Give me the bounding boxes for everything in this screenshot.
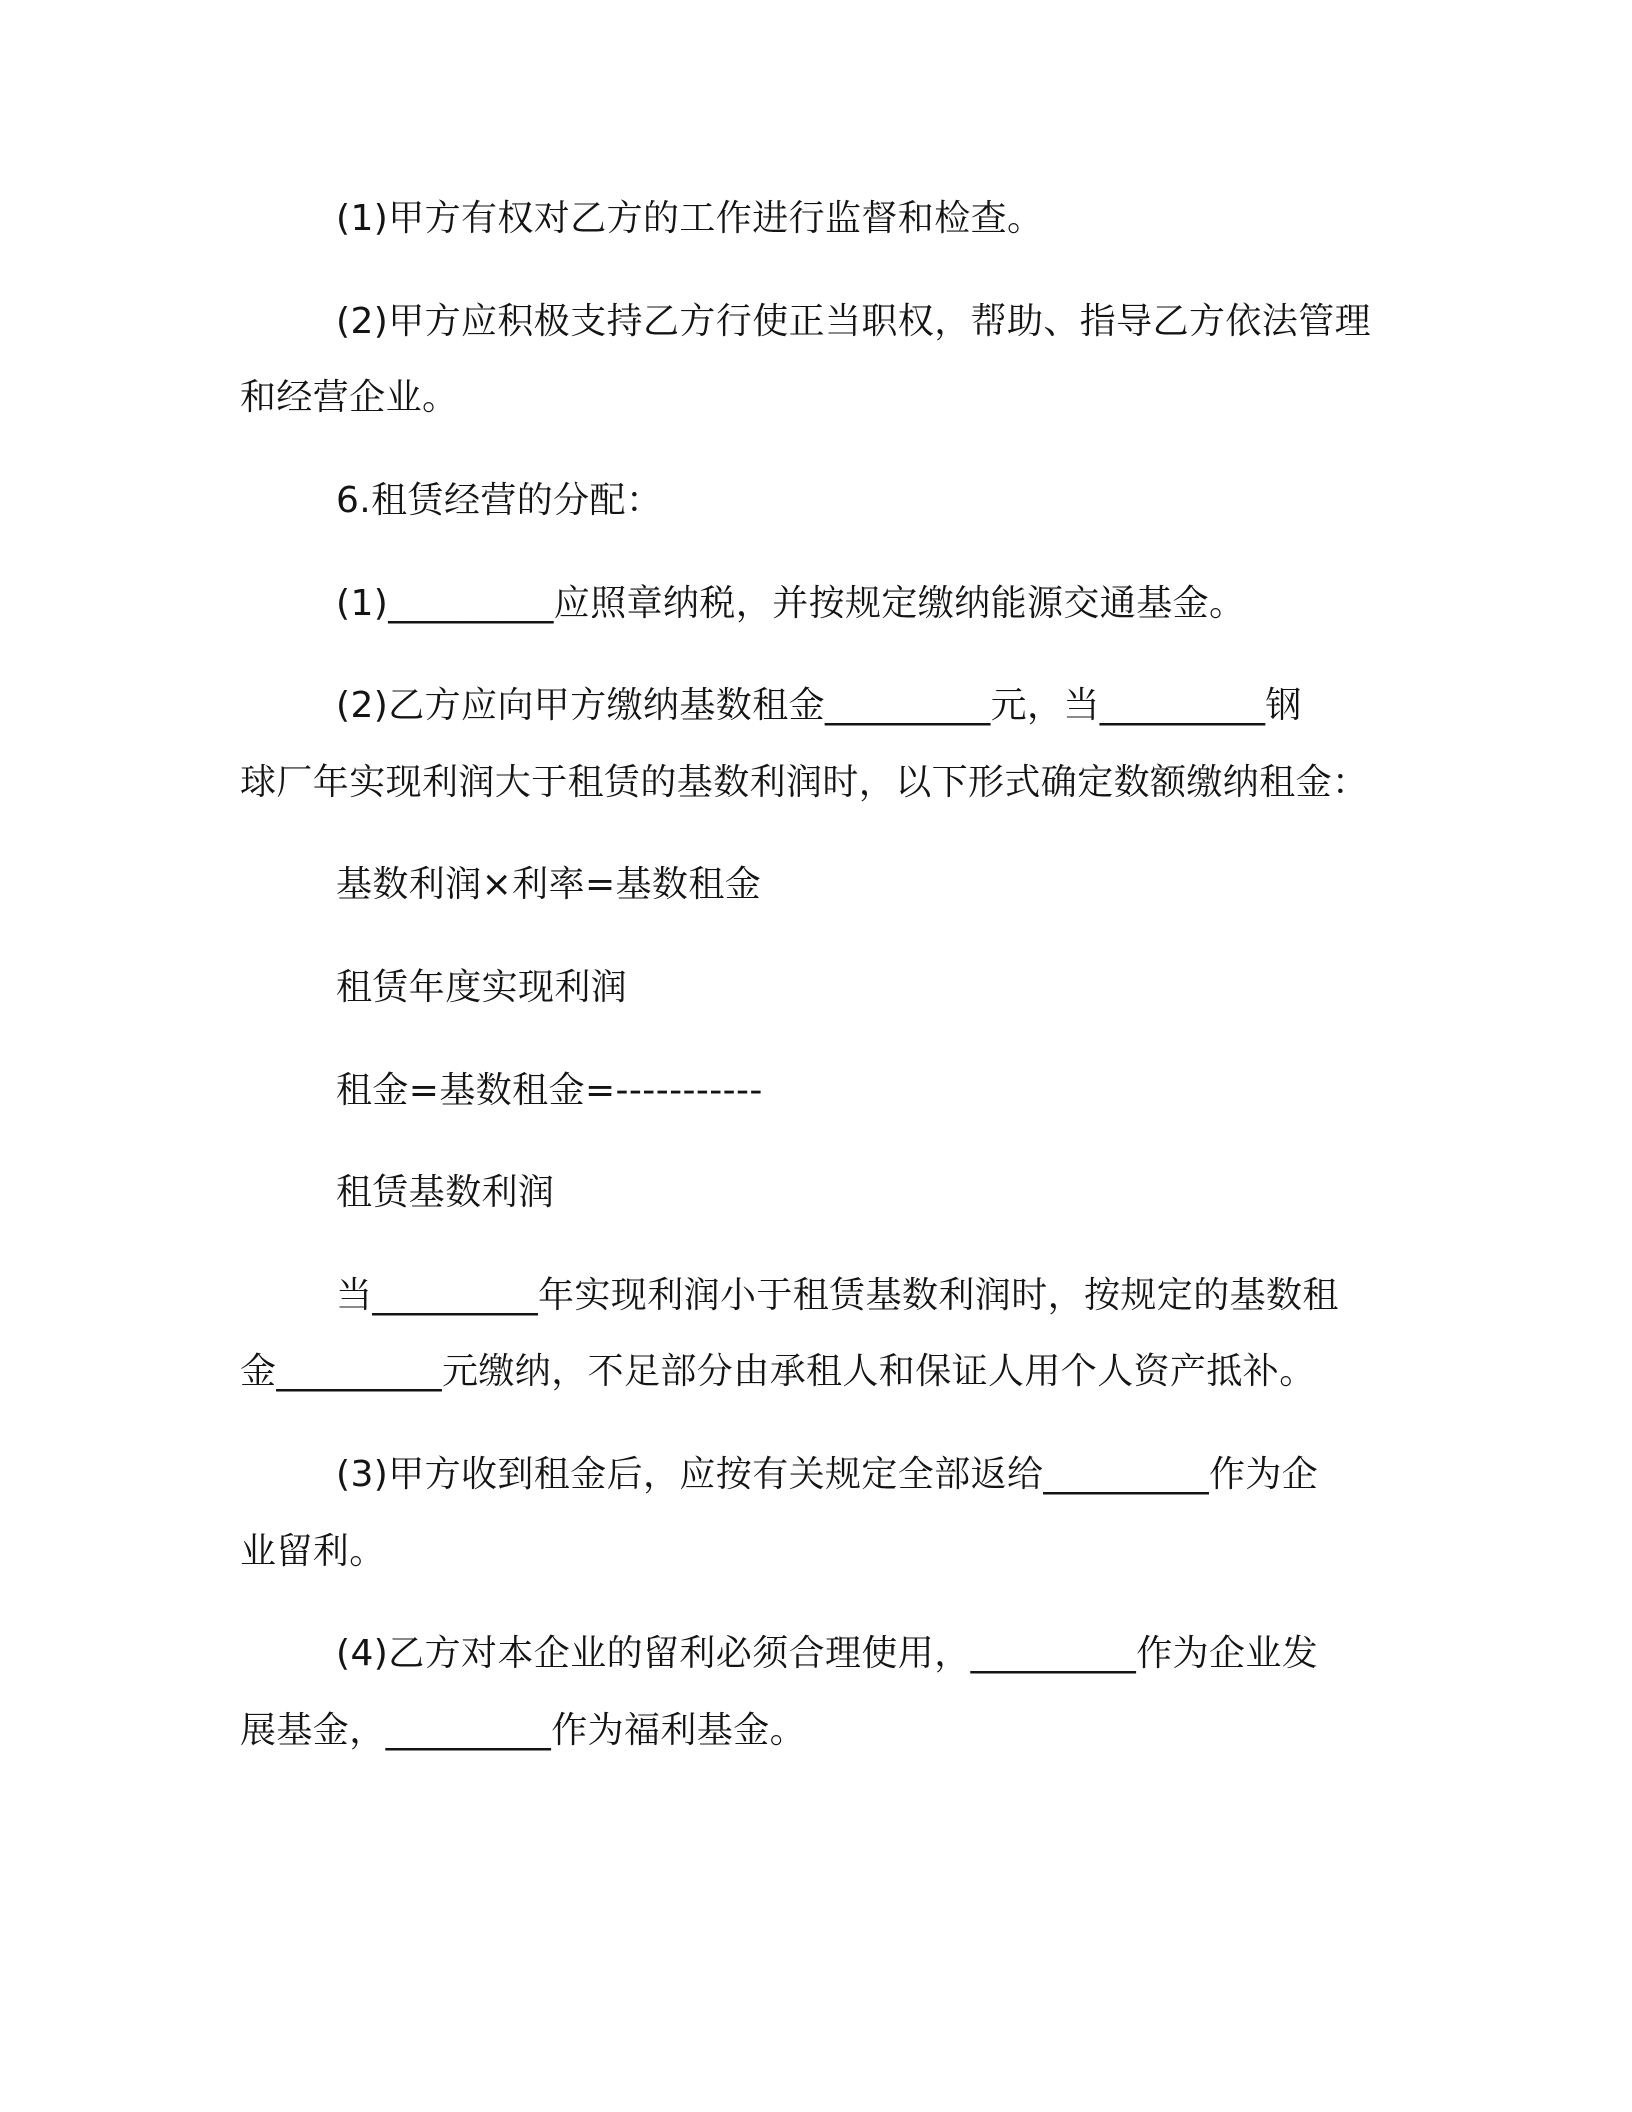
formula-rent: 租金=基数租金=----------- xyxy=(336,1070,763,1111)
clause-2-support-line-1: (2)甲方应积极支持乙方行使正当职权，帮助、指导乙方依法管理 xyxy=(336,301,1371,342)
formula-numerator: 租赁年度实现利润 xyxy=(336,967,628,1008)
formula-denominator: 租赁基数利润 xyxy=(336,1172,555,1213)
clause-1-supervision: (1)甲方有权对乙方的工作进行监督和检查。 xyxy=(336,198,1044,239)
distribution-clause-2-line-1: (2)乙方应向甲方缴纳基数租金_________元，当_________钢 xyxy=(336,685,1302,726)
formula-base-rent: 基数利润×利率=基数租金 xyxy=(336,864,762,905)
distribution-clause-2-line-2: 球厂年实现利润大于租赁的基数利润时，以下形式确定数额缴纳租金： xyxy=(240,762,1369,803)
distribution-clause-3-line-2: 业留利。 xyxy=(240,1531,386,1572)
distribution-clause-4-line-2: 展基金，_________作为福利基金。 xyxy=(240,1710,807,1751)
document-page xyxy=(240,0,1392,2112)
distribution-clause-3-line-1: (3)甲方收到租金后，应按有关规定全部返给_________作为企 xyxy=(336,1454,1319,1495)
distribution-clause-1: (1)_________应照章纳税，并按规定缴纳能源交通基金。 xyxy=(336,583,1246,624)
shortfall-clause-line-1: 当_________年实现利润小于租赁基数利润时，按规定的基数租 xyxy=(336,1275,1339,1316)
section-6-heading: 6.租赁经营的分配： xyxy=(336,480,663,521)
clause-2-support-line-2: 和经营企业。 xyxy=(240,377,459,418)
distribution-clause-4-line-1: (4)乙方对本企业的留利必须合理使用，_________作为企业发 xyxy=(336,1633,1319,1674)
shortfall-clause-line-2: 金_________元缴纳，不足部分由承租人和保证人用个人资产抵补。 xyxy=(240,1351,1316,1392)
